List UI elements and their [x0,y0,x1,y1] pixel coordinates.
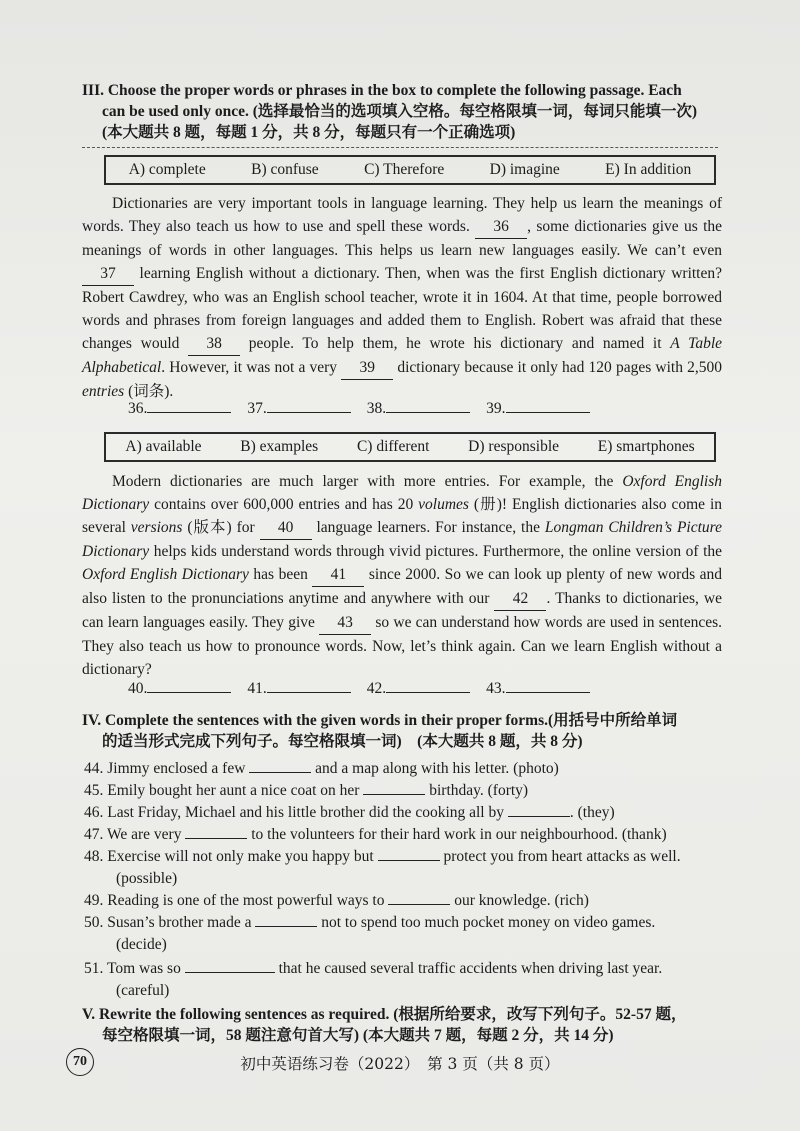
section-4-heading: IV. Complete the sentences with the given words in their proper forms.(用括号中所给单词 的适当形式完成下列句子。每空格限填一词) (本大题共 8 题，共 8 分) [82,712,678,750]
blank-43: 43 [319,611,371,635]
answer-line-38[interactable] [386,398,470,413]
blank-42: 42 [494,587,546,611]
page-footer: 初中英语练习卷（2022） 第 3 页（共 8 页） [240,1055,560,1073]
passage-1: Dictionaries are very important tools in language learning. They help us learn the meanings of words. They also teach us how to use and spell these words. 36 , some dictionaries give us the meanings of words in other languages. This helps us learn new languages easily. We can’t even 37 learning English without a dictionary. Then, when was the first English dictionary written? Robert Cawdrey, who was an English school teacher, wrote it in 1604. At that time, people borrowed words and phrases from foreign languages and added them to English. Robert was afraid that these changes would 38 people. To help them, he wrote his dictionary and named it A Table Alphabetical. However, it was not a very 39 dictionary because it only had 120 pages with 2,500 entries (词条). [82,195,723,400]
box1-option-e: E) In addition [605,161,692,178]
answer-row-2: 40. 41. 42. 43. [128,678,688,698]
box1-option-d: D) imagine [489,161,560,178]
answer-line-40[interactable] [147,678,231,693]
dashed-rule [82,147,718,148]
box2-option-a: A) available [125,438,202,455]
answer-line-47[interactable] [185,824,247,839]
question-47: 47. We are very to the volunteers for their hard work in our neighbourhood. (thank) [84,826,667,843]
section-3-heading-en: III. Choose the proper words or phrases in the box to complete the following passage. Each [82,82,682,99]
question-51: 51. Tom was so that he caused several traffic accidents when driving last year. (careful) [84,960,663,999]
page-badge: 70 [66,1048,94,1076]
passage-2: Modern dictionaries are much larger with more entries. For example, the Oxford English Dictionary contains over 600,000 entries and has 20 volumes (册)! English dictionaries also come in several versions (版本) for 40 language learners. For instance, the Longman Children’s Picture Dictionary helps kids understand words through vivid pictures. Furthermore, the online version of the Oxford English Dictionary has been 41 since 2000. So we can look up plenty of new words and also listen to the pronunciations anytime and anywhere with our 42 . Thanks to dictionaries, we can learn languages easily. They give 43 so we can understand how words are used in sentences. They also teach us how to pronounce words. Now, let’s think again. Can we learn English without a dictionary? [82,473,723,678]
blank-39: 39 [341,356,393,380]
box1-option-b: B) confuse [251,161,319,178]
answer-line-46[interactable] [508,802,570,817]
answer-line-41[interactable] [267,678,351,693]
word-box-2 [104,432,716,462]
box1-option-c: C) Therefore [364,161,445,178]
book-title: A Table Alphabetical [82,335,723,376]
question-45: 45. Emily bought her aunt a nice coat on her birthday. (forty) [84,782,529,799]
blank-38: 38 [188,332,240,356]
blank-40: 40 [260,516,312,540]
blank-37: 37 [82,262,134,286]
answer-line-48[interactable] [378,846,440,861]
answer-line-44[interactable] [249,758,311,773]
section-3-heading-cn: (选择最恰当的选项填入空格。每空格限填一词，每词只能填一次) [252,103,698,120]
answer-line-36[interactable] [147,398,231,413]
answer-line-45[interactable] [363,780,425,795]
answer-line-42[interactable] [386,678,470,693]
box1-option-a: A) complete [128,161,206,178]
question-46: 46. Last Friday, Michael and his little brother did the cooking all by . (they) [84,804,615,821]
section-3-heading [82,80,722,143]
answer-line-43[interactable] [506,678,590,693]
box2-option-b: B) examples [240,438,319,455]
answer-row-1: 36. 37. 38. 39. [128,398,688,418]
answer-line-37[interactable] [267,398,351,413]
blank-36: 36 [475,215,527,239]
section-3-heading-cn2: (本大题共 8 题，每题 1 分，共 8 分，每题只有一个正确选项) [102,124,516,141]
box2-option-c: C) different [356,438,430,455]
answer-line-49[interactable] [388,890,450,905]
question-48: 48. Exercise will not only make you happy but protect you from heart attacks as well. (possible) [84,848,681,887]
question-44: 44. Jimmy enclosed a few and a map along with his letter. (photo) [84,760,559,777]
box2-option-e: E) smartphones [597,438,695,455]
word-box-1 [104,155,716,185]
answer-line-51[interactable] [185,958,275,973]
question-50: 50. Susan’s brother made a not to spend too much pocket money on video games. (decide) [84,914,656,953]
question-49: 49. Reading is one of the most powerful ways to our knowledge. (rich) [84,892,589,909]
box2-option-d: D) responsible [468,438,559,455]
section-3-heading-en2: can be used only once. [102,103,249,120]
section-5-heading: V. Rewrite the following sentences as required. (根据所给要求，改写下列句子。52-57 题， 每空格限填一词，58 题注意句首大写) (本大题共 7 题，每题 2 分，共 14 分) [82,1006,687,1044]
blank-41: 41 [312,563,364,587]
answer-line-50[interactable] [255,912,317,927]
answer-line-39[interactable] [506,398,590,413]
